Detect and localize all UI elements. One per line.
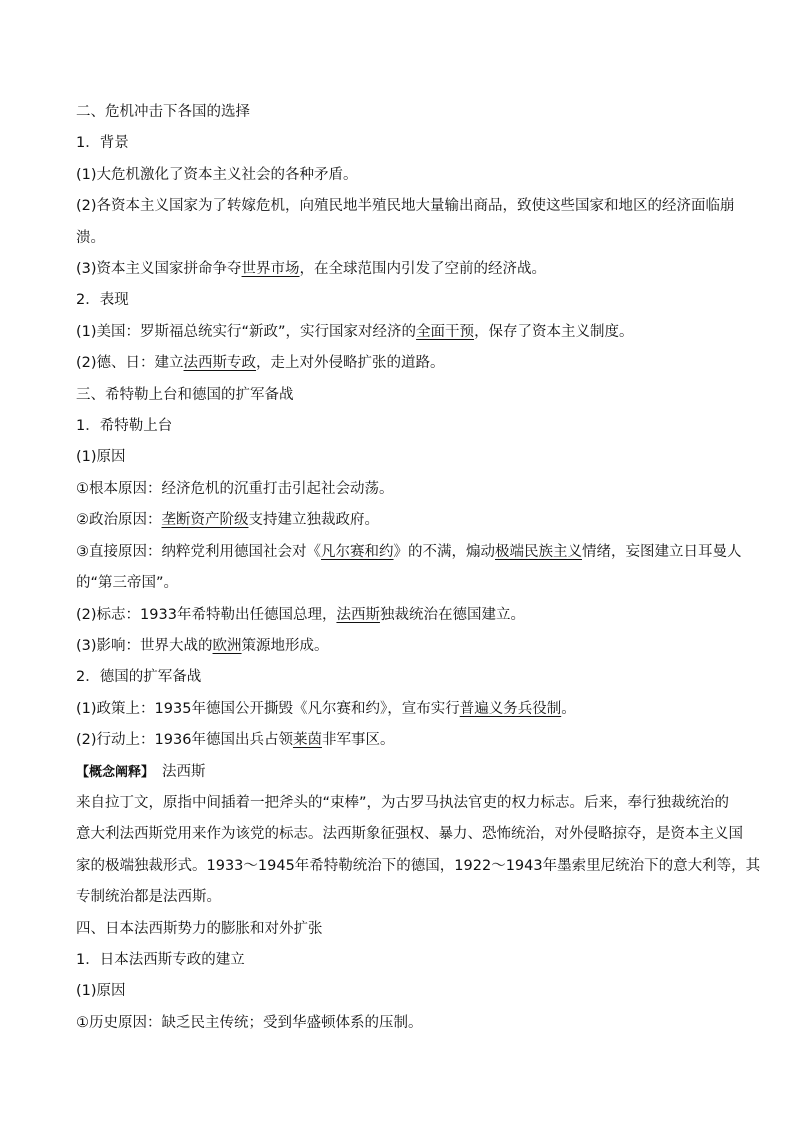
key-term: 欧洲 bbox=[212, 637, 242, 654]
subheading-german-armament: 2．德国的扩军备战 bbox=[76, 669, 202, 686]
paragraph: ①历史原因：缺乏民主传统；受到华盛顿体系的压制。 bbox=[76, 1014, 423, 1031]
subheading-japan-fascism: 1．日本法西斯专政的建立 bbox=[76, 951, 245, 968]
paragraph-continuation: 的“第三帝国”。 bbox=[76, 575, 179, 592]
concept-heading: 【概念阐释】 法西斯 bbox=[76, 763, 206, 780]
paragraph: (1)大危机激化了资本主义社会的各种矛盾。 bbox=[76, 166, 358, 183]
concept-paragraph: 意大利法西斯党用来作为该党的标志。法西斯象征强权、暴力、恐怖统治，对外侵略掠夺，是资本主义国 bbox=[76, 826, 743, 843]
subheading-manifestation: 2．表现 bbox=[76, 292, 129, 309]
paragraph: (2)各资本主义国家为了转嫁危机，向殖民地半殖民地大量输出商品，致使这些国家和地区的经济面临崩 bbox=[76, 198, 735, 215]
key-term: 垄断资产阶级 bbox=[161, 512, 249, 529]
key-term: 莱茵 bbox=[292, 732, 322, 749]
concept-paragraph: 专制统治都是法西斯。 bbox=[76, 889, 221, 906]
section-heading-4: 四、日本法西斯势力的膨胀和对外扩张 bbox=[76, 920, 323, 937]
concept-tag: 【概念阐释】 bbox=[76, 764, 148, 780]
subheading-causes: (1)原因 bbox=[76, 449, 126, 466]
document-body bbox=[76, 97, 761, 1039]
key-term: 全面干预 bbox=[416, 323, 475, 340]
subheading-hitler-rise: 1．希特勒上台 bbox=[76, 418, 173, 435]
key-term: 凡尔赛和约 bbox=[321, 543, 394, 560]
paragraph: ③直接原因：纳粹党利用德国社会对《凡尔赛和约》的不满，煽动极端民族主义情绪，妄图建立日耳曼人 bbox=[76, 543, 742, 560]
paragraph: ②政治原因：垄断资产阶级支持建立独裁政府。 bbox=[76, 512, 379, 529]
paragraph: (2)德、日：建立法西斯专政，走上对外侵略扩张的道路。 bbox=[76, 355, 445, 372]
paragraph: (1)政策上：1935年德国公开撕毁《凡尔赛和约》，宣布实行普遍义务兵役制。 bbox=[76, 700, 576, 717]
key-term: 极端民族主义 bbox=[495, 543, 582, 560]
paragraph: (2)行动上：1936年德国出兵占领莱茵非军事区。 bbox=[76, 732, 395, 749]
paragraph: (3)资本主义国家拼命争夺世界市场，在全球范围内引发了空前的经济战。 bbox=[76, 261, 547, 278]
subheading-causes: (1)原因 bbox=[76, 983, 126, 1000]
concept-paragraph: 家的极端独裁形式。1933～1945年希特勒统治下的德国，1922～1943年墨索里尼统治下的意大利等，其 bbox=[76, 857, 761, 874]
concept-paragraph: 来自拉丁文，原指中间插着一把斧头的“束棒”，为古罗马执法官吏的权力标志。后来，奉行独裁统治的 bbox=[76, 794, 730, 811]
paragraph: (1)美国：罗斯福总统实行“新政”，实行国家对经济的全面干预，保存了资本主义制度。 bbox=[76, 323, 634, 340]
paragraph: (2)标志：1933年希特勒出任德国总理，法西斯独裁统治在德国建立。 bbox=[76, 606, 525, 623]
key-term: 普遍义务兵役制 bbox=[459, 700, 562, 717]
paragraph: ①根本原因：经济危机的沉重打击引起社会动荡。 bbox=[76, 480, 394, 497]
key-term: 法西斯 bbox=[336, 606, 380, 623]
section-heading-2: 二、危机冲击下各国的选择 bbox=[76, 104, 250, 120]
paragraph: (3)影响：世界大战的欧洲策源地形成。 bbox=[76, 637, 329, 654]
section-heading-3: 三、希特勒上台和德国的扩军备战 bbox=[76, 386, 294, 403]
subheading-background: 1．背景 bbox=[76, 135, 129, 152]
key-term: 法西斯专政 bbox=[183, 355, 257, 372]
key-term: 世界市场 bbox=[241, 261, 300, 278]
paragraph-continuation: 溃。 bbox=[76, 229, 105, 246]
